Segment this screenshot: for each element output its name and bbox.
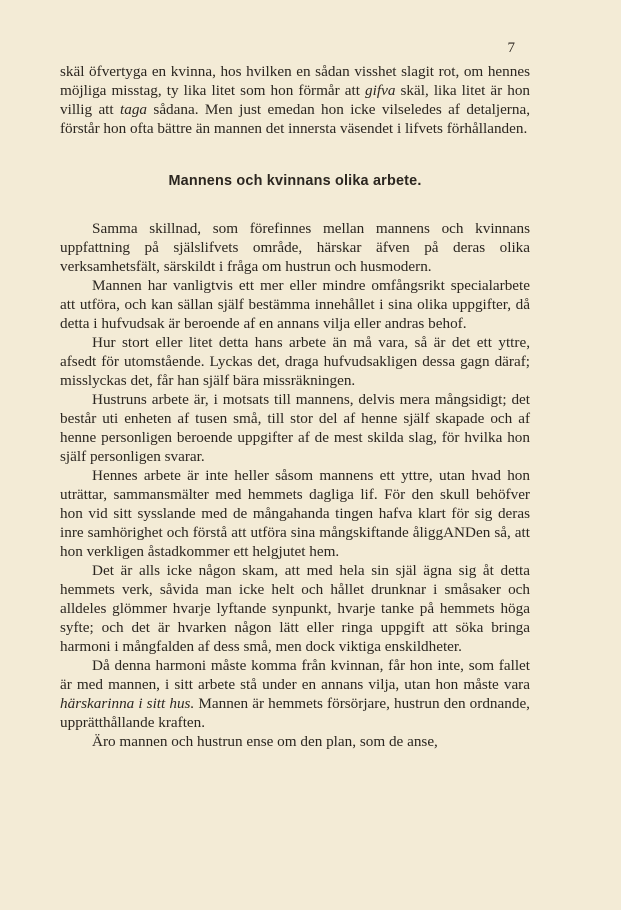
body-text [60,62,530,751]
paragraph: Hennes arbete är inte heller såsom mannens ett yttre, utan hvad hon uträttar, sammansmälter med hemmets dagliga lif. För den skull behöfver hon vid sitt sysslande med de mångahanda tingen hafva klart för sig deras inre samhörighet och förstå att utföra sina mångskiftande åliggANDen så, att hon verkligen åstadkommer ett helgjutet hem. [60,467,530,560]
page-number: 7 [507,40,515,56]
intro-paragraph [60,62,530,138]
intro-part-2: skäl, lika litet är hon villig att [60,82,531,118]
intro-part-3: sådana. Men just emedan hon icke vilseledes af detaljerna, förstår hon ofta bättre än mannen det innersta väsendet i lifvets förhållanden. [60,101,530,137]
paragraph: Samma skillnad, som förefinnes mellan mannens och kvinnans uppfattning på själslifvets område, härskar äfven på deras olika verksamhetsfält, särskildt i fråga om hustrun och husmodern. [60,220,530,275]
paragraph: Hur stort eller litet detta hans arbete än må vara, så är det ett yttre, afsedt för utomstående. Lyckas det, draga hufvudsakligen dessa gagn däraf; misslyckas det, får han själf bära missräkningen. [60,334,530,389]
section-heading: Mannens och kvinnans olika arbete. [168,173,422,189]
intro-part-1: skäl öfvertyga en kvinna, hos hvilken en sådan visshet slagit rot, om hennes möjliga misstag, ty lika litet som hon förmår att [60,63,530,99]
last-part-1: Då denna harmoni måste komma från kvinnan, får hon inte, som fallet är med mannen, i sitt arbete stå under en annans vilja, utan hon måste vara [60,657,530,693]
paragraph: Hustruns arbete är, i motsats till mannens, delvis mera mångsidigt; det består uti enheten af tusen små, till stor del af henne själf skapade och af henne personligen beroende uppgifter af de mest skilda slag, för hvilka hon själf personligen svarar. [60,391,530,465]
paragraph: Det är alls icke någon skam, att med hela sin själ ägna sig åt detta hemmets verk, såvida man icke helt och hållet drunknar i småsaker och alldeles glömmer hvarje lyftande synpunkt, hvarje tanke på hemmets höga syfte; och det är hvarken någon lätt eller ringa uppgift att söka bringa harmoni i mångfalden af dess små, men dock viktiga enskildheter. [60,562,530,655]
intro-italic-1: gifva [365,82,396,99]
intro-italic-2: taga [120,101,148,118]
last-part-2: Mannen är hemmets försörjare, hustrun den ordnande, upprätthållande kraften. [60,695,530,731]
paragraph: Mannen har vanligtvis ett mer eller mindre omfångsrikt specialarbete att utföra, och kan sällan själf bestämma innehållet i sina olika uppgifter, då detta i hufvudsak är beroende af en annans vilja eller andras behof. [60,277,530,332]
closing-line: Äro mannen och hustrun ense om den plan, som de anse, [92,733,438,750]
last-italic: härskarinna i sitt hus. [60,695,195,712]
last-paragraph [60,656,530,732]
